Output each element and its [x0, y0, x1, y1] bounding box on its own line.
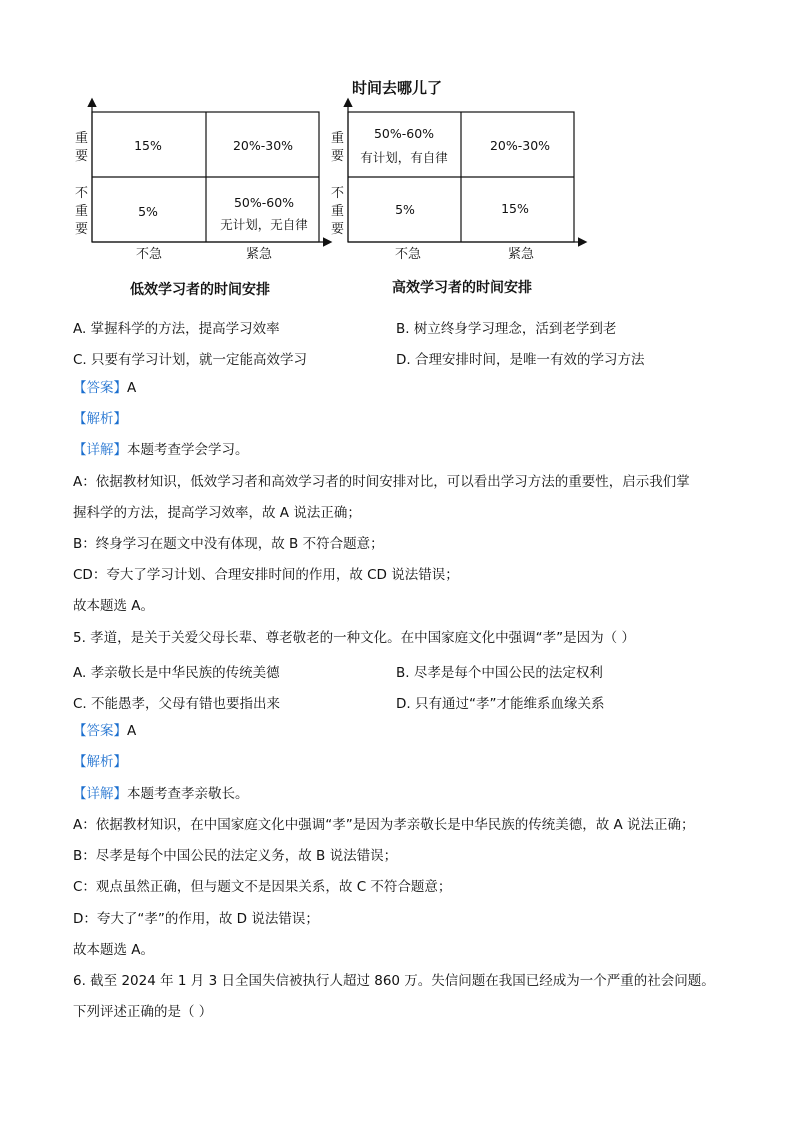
left-y-label-important-2: 要: [75, 149, 89, 164]
left-cell-unimportant-not-urgent: 5%: [138, 204, 158, 219]
right-cell-unimportant-not-urgent: 5%: [395, 202, 415, 217]
q4-detail: [73, 442, 723, 459]
left-cell-unimportant-urgent-line1: 50%-60%: [233, 195, 295, 210]
q4-detail-line: A：依据教材知识，低效学习者和高效学习者的时间安排对比，可以看出学习方法的重要性，启示我们掌: [73, 474, 690, 490]
right-y-label-unimportant-1: 不: [331, 186, 345, 201]
right-quadrant-chart: [331, 100, 585, 262]
q4-option-c: C. 只要有学习计划，就一定能高效学习: [73, 352, 308, 368]
figure-title: 时间去哪儿了: [351, 79, 442, 97]
q5-option-a: A. 孝亲敬长是中华民族的传统美德: [73, 665, 280, 681]
left-x-label-not-urgent: 不急: [136, 247, 163, 262]
q4-answer-label: 【答案】: [73, 380, 127, 396]
q5-conclusion: 故本题选 A。: [73, 942, 155, 958]
q5-answer-value: A: [127, 723, 137, 739]
q5-detail-intro: 本题考查孝亲敬长。: [127, 786, 249, 802]
right-y-label-important-1: 重: [331, 131, 345, 146]
q4-answer: [73, 380, 723, 397]
q5-detail-line: B：尽孝是每个中国公民的法定义务，故 B 说法错误；: [73, 848, 398, 864]
q5-answer-label: 【答案】: [73, 723, 127, 739]
right-cell-unimportant-urgent: 15%: [501, 201, 529, 216]
q4-detail-intro: 本题考查学会学习。: [127, 442, 249, 458]
q4-option-a: A. 掌握科学的方法，提高学习效率: [73, 321, 280, 337]
q4-conclusion: 故本题选 A。: [73, 598, 155, 614]
left-x-label-urgent: 紧急: [246, 247, 273, 262]
q4-analysis-label: 【解析】: [73, 411, 127, 427]
q5-detail-line: A：依据教材知识，在中国家庭文化中强调“孝”是因为孝亲敬长是中华民族的传统美德，故 A 说法正确；: [73, 817, 695, 833]
q5-analysis-label: 【解析】: [73, 754, 127, 770]
q5-detail-label: 【详解】: [73, 786, 127, 802]
q4-option-b: B. 树立终身学习理念，活到老学到老: [396, 321, 617, 337]
left-y-label-unimportant-3: 要: [75, 222, 89, 237]
right-y-label-unimportant-3: 要: [331, 222, 345, 237]
q5-detail: [73, 786, 723, 803]
right-chart-caption: 高效学习者的时间安排: [392, 280, 532, 296]
q5-option-d: D. 只有通过“孝”才能维系血缘关系: [396, 696, 605, 712]
q5-option-c: C. 不能愚孝，父母有错也要指出来: [73, 696, 281, 712]
q5-detail-line: C：观点虽然正确，但与题文不是因果关系，故 C 不符合题意；: [73, 879, 452, 895]
left-cell-important-not-urgent: 15%: [134, 138, 162, 153]
right-y-label-unimportant-2: 重: [331, 204, 345, 219]
q4-answer-value: A: [127, 380, 137, 396]
right-cell-important-urgent: 20%-30%: [489, 138, 551, 153]
right-cell-important-not-urgent-line1: 50%-60%: [373, 126, 435, 141]
right-y-label-important-2: 要: [331, 149, 345, 164]
left-cell-unimportant-urgent-line2: 无计划，无自律: [220, 217, 308, 232]
left-cell-important-urgent: 20%-30%: [232, 138, 294, 153]
q6-stem-line2: 下列评述正确的是（ ）: [73, 1004, 213, 1020]
q5-detail-line: D：夸大了“孝”的作用，故 D 说法错误；: [73, 911, 319, 927]
left-y-label-unimportant-1: 不: [75, 186, 89, 201]
left-chart-caption: 低效学习者的时间安排: [130, 282, 270, 298]
q4-option-d: D. 合理安排时间，是唯一有效的学习方法: [396, 352, 645, 368]
q4-detail-line: 握科学的方法，提高学习效率，故 A 说法正确；: [73, 505, 361, 521]
q4-detail-line: B：终身学习在题文中没有体现，故 B 不符合题意；: [73, 536, 384, 552]
q5-answer: [73, 723, 723, 740]
right-cell-important-not-urgent-line2: 有计划，有自律: [360, 150, 448, 165]
q5-option-b: B. 尽孝是每个中国公民的法定权利: [396, 665, 603, 681]
q4-detail-label: 【详解】: [73, 442, 127, 458]
q5-stem: 5. 孝道，是关于关爱父母长辈、尊老敬老的一种文化。在中国家庭文化中强调“孝”是因为（ ）: [73, 630, 635, 646]
right-x-label-not-urgent: 不急: [395, 247, 422, 262]
q6-stem-line1: 6. 截至 2024 年 1 月 3 日全国失信被执行人超过 860 万。失信问题在我国已经成为一个严重的社会问题。: [73, 973, 715, 989]
left-quadrant-chart: [75, 100, 330, 262]
q4-detail-line: CD：夸大了学习计划、合理安排时间的作用，故 CD 说法错误；: [73, 567, 459, 583]
left-y-label-important-1: 重: [75, 131, 89, 146]
right-x-label-urgent: 紧急: [508, 247, 535, 262]
left-y-label-unimportant-2: 重: [75, 204, 89, 219]
